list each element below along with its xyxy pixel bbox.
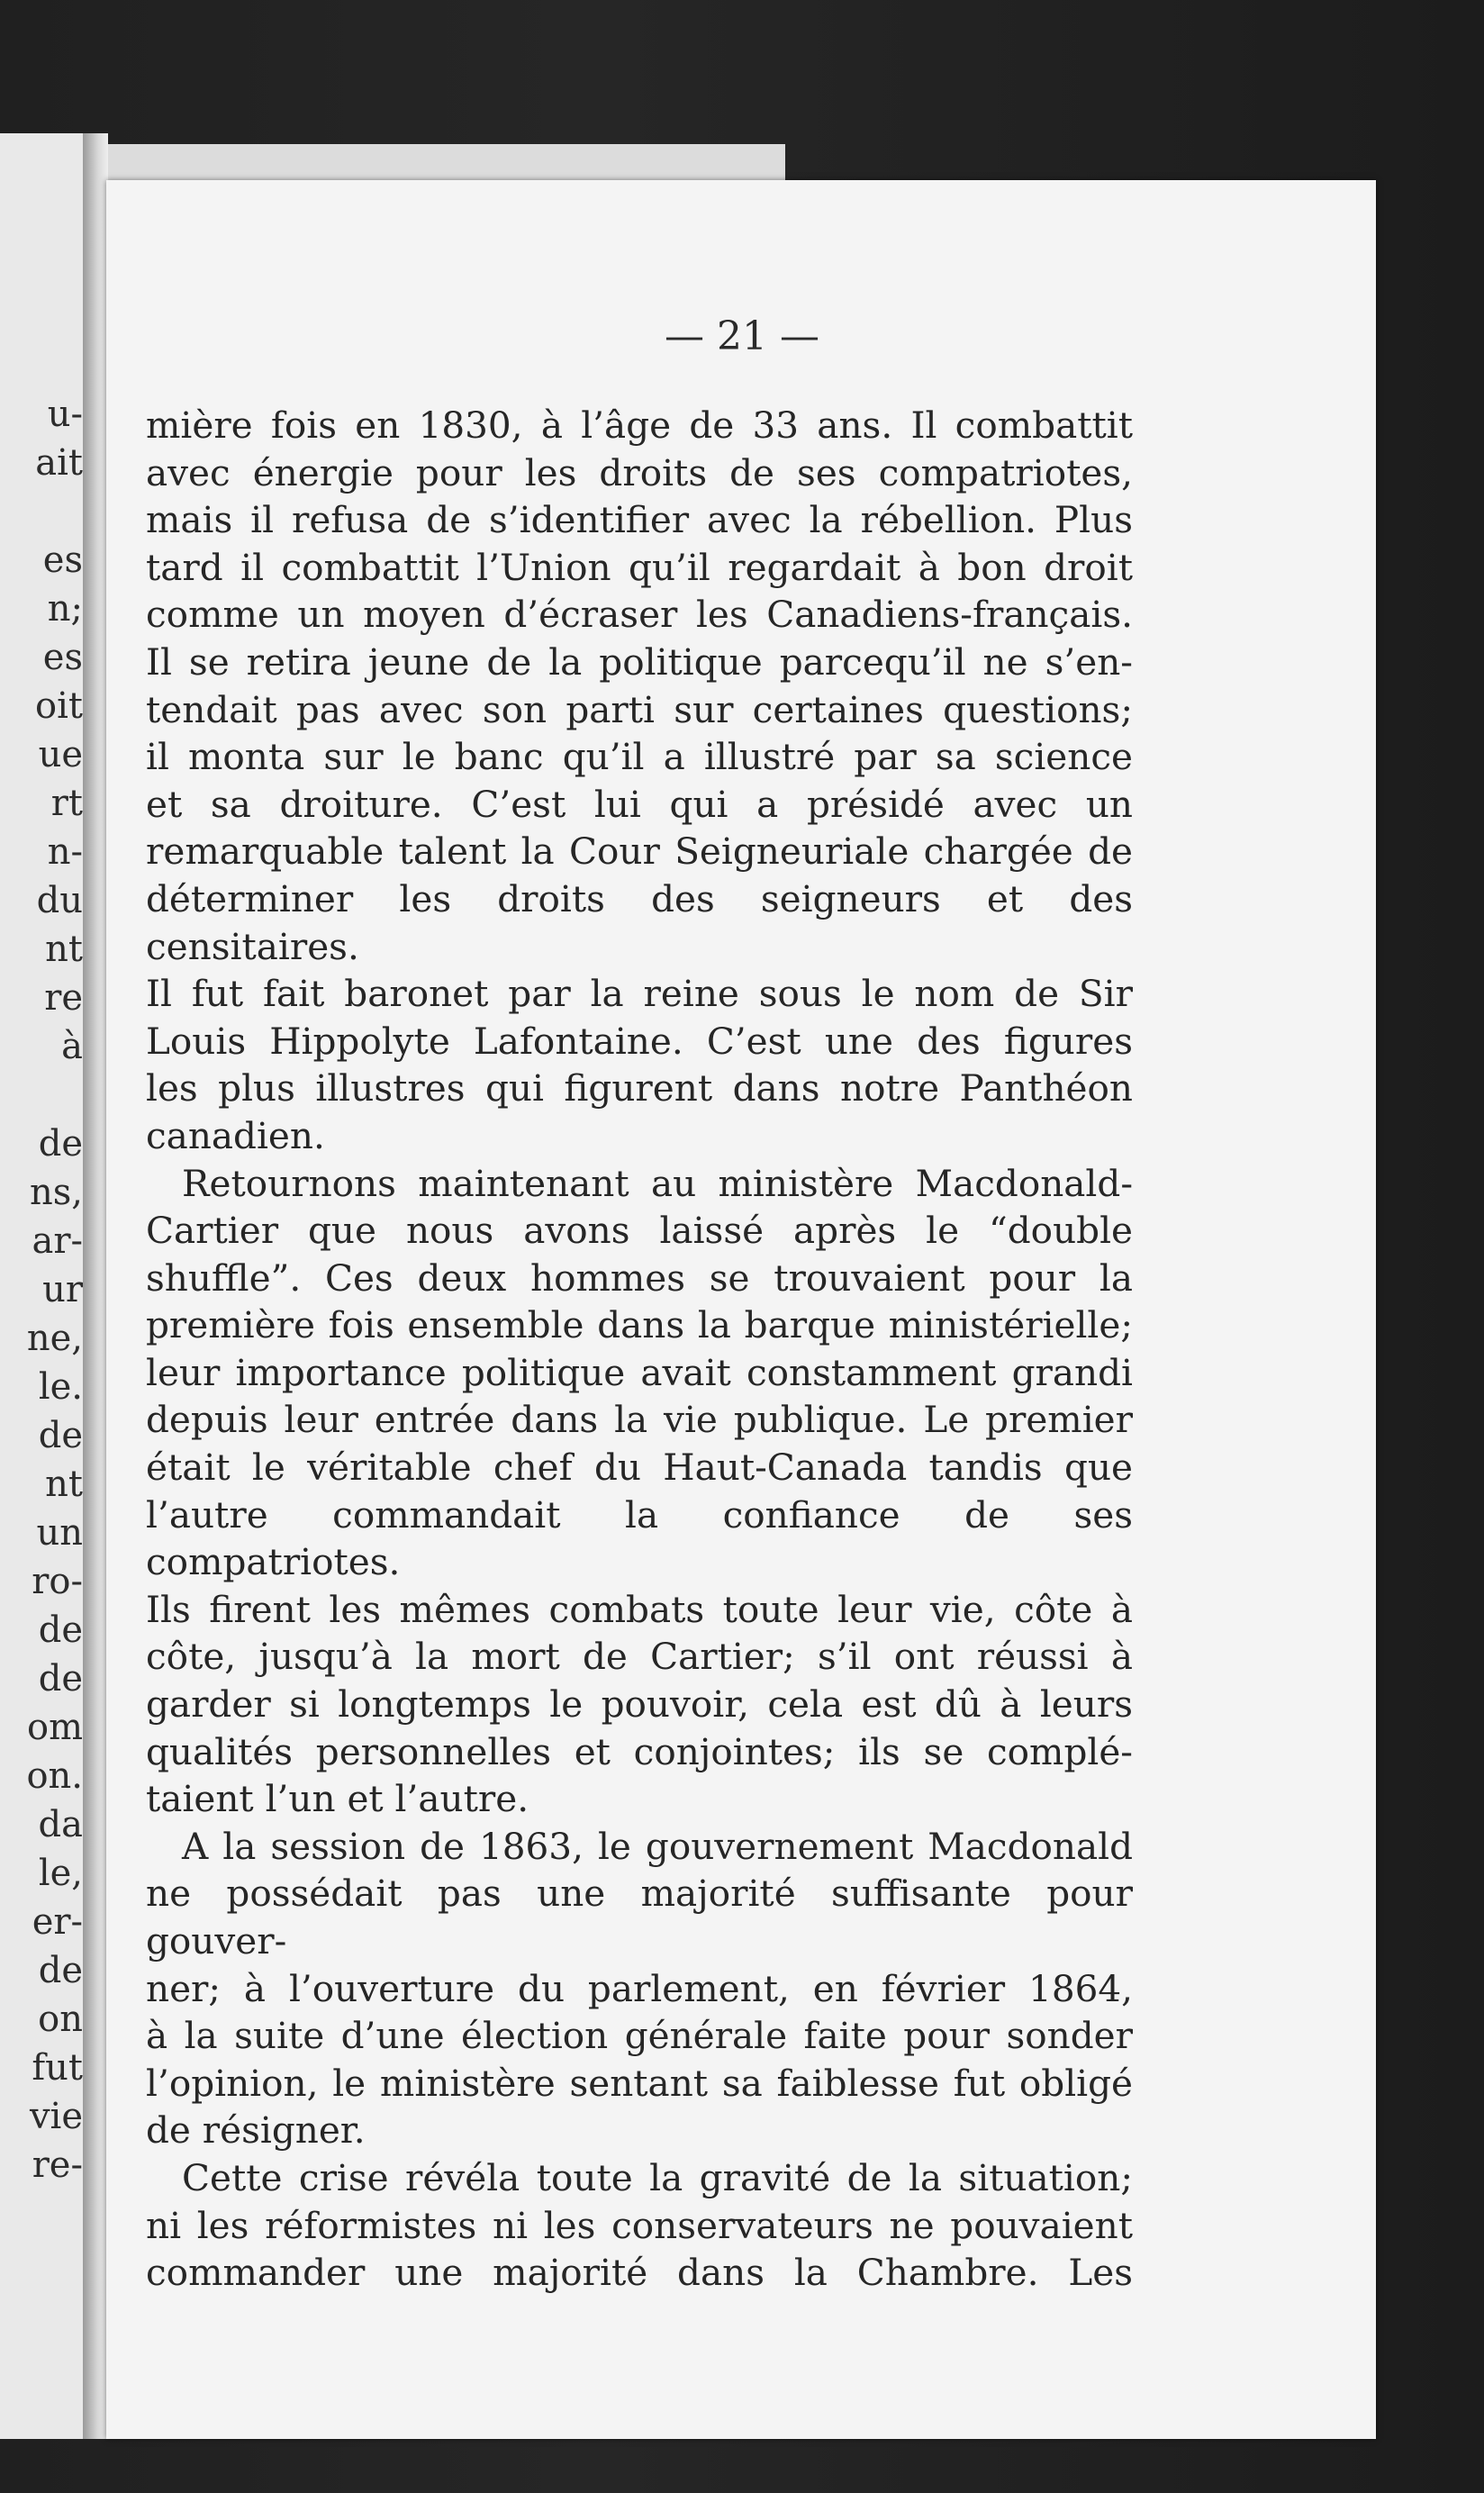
- text-line: les plus illustres qui figurent dans notre Panthéon: [146, 1066, 1133, 1111]
- paragraph-2: [146, 1160, 1133, 1823]
- left-facing-page: [0, 133, 83, 2439]
- left-page-fragment: nt: [45, 1464, 83, 1505]
- text-line: Louis Hippolyte Lafontaine. C’est une des figures: [146, 1019, 1133, 1063]
- text-line-last: taient l’un et l’autre.: [146, 1777, 529, 1821]
- text-line-content: A la session de 1863, le gouvernement Macdonald: [182, 1824, 1133, 1868]
- left-page-fragment: re-: [32, 2144, 83, 2186]
- left-page-fragment: du: [36, 880, 83, 921]
- left-page-fragment: le.: [38, 1366, 83, 1408]
- left-page-fragment: es: [42, 539, 83, 581]
- left-page-fragment: ro-: [32, 1561, 83, 1602]
- left-page-fragment: rt: [50, 783, 83, 824]
- text-line: [146, 2154, 1133, 2202]
- left-page-fragment: ns,: [29, 1172, 83, 1213]
- paragraph-4: [146, 2154, 1133, 2297]
- left-page-fragment: le,: [38, 1853, 83, 1894]
- page-body-text: [146, 402, 1133, 2297]
- text-line: à la suite d’une élection générale faite pour sonder: [146, 2014, 1133, 2058]
- page-number: — 21 —: [665, 313, 819, 359]
- left-page-fragment: vie: [29, 2096, 83, 2137]
- text-line: tard il combattit l’Union qu’il regardait à bon droit: [146, 545, 1133, 589]
- left-page-fragment: er-: [32, 1901, 83, 1943]
- left-page-fragment: à: [61, 1026, 83, 1067]
- left-page-fragment: ne,: [26, 1318, 83, 1359]
- text-line: avec énergie pour les droits de ses compatriotes,: [146, 450, 1133, 494]
- left-page-fragment: on.: [26, 1755, 83, 1797]
- text-line-content: Retournons maintenant au ministère Macdonald-: [182, 1161, 1133, 1205]
- left-page-fragment: un: [36, 1512, 83, 1554]
- text-line: shuffle”. Ces deux hommes se trouvaient pour la: [146, 1256, 1133, 1300]
- left-page-fragment: re: [44, 977, 83, 1019]
- left-page-fragment: n-: [47, 831, 83, 873]
- left-page-fragment: de: [38, 1950, 83, 1991]
- text-line: ner; à l’ouverture du parlement, en février 1864,: [146, 1966, 1133, 2010]
- text-line: [146, 1160, 1133, 1208]
- text-line: comme un moyen d’écraser les Canadiens-français.: [146, 593, 1133, 637]
- left-page-fragment: ur: [42, 1269, 83, 1310]
- left-page-fragment: ar-: [32, 1220, 83, 1262]
- text-line: Il se retira jeune de la politique parcequ’il ne s’en-: [146, 639, 1133, 684]
- text-line: mais il refusa de s’identifier avec la rébellion. Plus: [146, 498, 1133, 542]
- text-line: déterminer les droits des seigneurs et des censitaires.: [146, 876, 1133, 968]
- left-page-fragment: de: [38, 1415, 83, 1456]
- left-page-fragment: es: [42, 637, 83, 678]
- text-line: et sa droiture. C’est lui qui a présidé avec un: [146, 782, 1133, 826]
- text-line: l’opinion, le ministère sentant sa faiblesse fut obligé: [146, 2061, 1133, 2105]
- left-page-fragment: de: [38, 1658, 83, 1700]
- text-line: Cartier que nous avons laissé après le “double: [146, 1209, 1133, 1253]
- text-line: remarquable talent la Cour Seigneuriale chargée de: [146, 829, 1133, 874]
- left-page-fragment: de: [38, 1609, 83, 1651]
- text-line: l’autre commandait la confiance de ses compatriotes.: [146, 1492, 1133, 1584]
- text-line: ni les réformistes ni les conservateurs ne pouvaient: [146, 2203, 1133, 2247]
- left-page-fragment: fut: [32, 2047, 83, 2089]
- text-line: [146, 1823, 1133, 1871]
- text-line: était le véritable chef du Haut-Canada tandis que: [146, 1446, 1133, 1490]
- text-line: mière fois en 1830, à l’âge de 33 ans. Il combattit: [146, 403, 1133, 447]
- text-line: qualités personnelles et conjointes; ils se complé-: [146, 1729, 1133, 1773]
- text-line: ne possédait pas une majorité suffisante pour gouver-: [146, 1872, 1133, 1963]
- left-page-fragment: oit: [35, 685, 83, 727]
- left-page-fragment: ait: [35, 442, 83, 484]
- text-line: tendait pas avec son parti sur certaines questions;: [146, 687, 1133, 731]
- left-page-fragment: om: [26, 1707, 83, 1748]
- left-page-fragment: on: [38, 1999, 83, 2040]
- text-line: commander une majorité dans la Chambre. Les: [146, 2251, 1133, 2295]
- text-line-content: Cette crise révéla toute la gravité de la situation;: [182, 2155, 1133, 2199]
- underlying-page-edge: [83, 144, 785, 180]
- paragraph-1: [146, 402, 1133, 1160]
- left-page-fragment: da: [38, 1804, 83, 1845]
- text-line: Il fut fait baronet par la reine sous le nom de Sir: [146, 972, 1133, 1016]
- text-line: garder si longtemps le pouvoir, cela est dû à leurs: [146, 1682, 1133, 1727]
- text-line: depuis leur entrée dans la vie publique. Le premier: [146, 1398, 1133, 1442]
- text-line: première fois ensemble dans la barque ministérielle;: [146, 1303, 1133, 1347]
- left-page-fragment: u-: [47, 394, 83, 435]
- paragraph-3: [146, 1823, 1133, 2154]
- text-line: leur importance politique avait constamment grandi: [146, 1350, 1133, 1394]
- text-line-last: canadien.: [146, 1113, 325, 1157]
- left-page-fragment: n;: [47, 588, 83, 630]
- text-line: Ils firent les mêmes combats toute leur vie, côte à: [146, 1587, 1133, 1631]
- text-line: il monta sur le banc qu’il a illustré par sa science: [146, 735, 1133, 779]
- text-line-last: de résigner.: [146, 2108, 366, 2153]
- left-page-fragment: nt: [45, 929, 83, 970]
- left-page-fragment: de: [38, 1123, 83, 1165]
- text-line: côte, jusqu’à la mort de Cartier; s’il ont réussi à: [146, 1635, 1133, 1679]
- page-gutter-shadow: [83, 133, 108, 2439]
- left-page-fragment: ue: [38, 734, 83, 775]
